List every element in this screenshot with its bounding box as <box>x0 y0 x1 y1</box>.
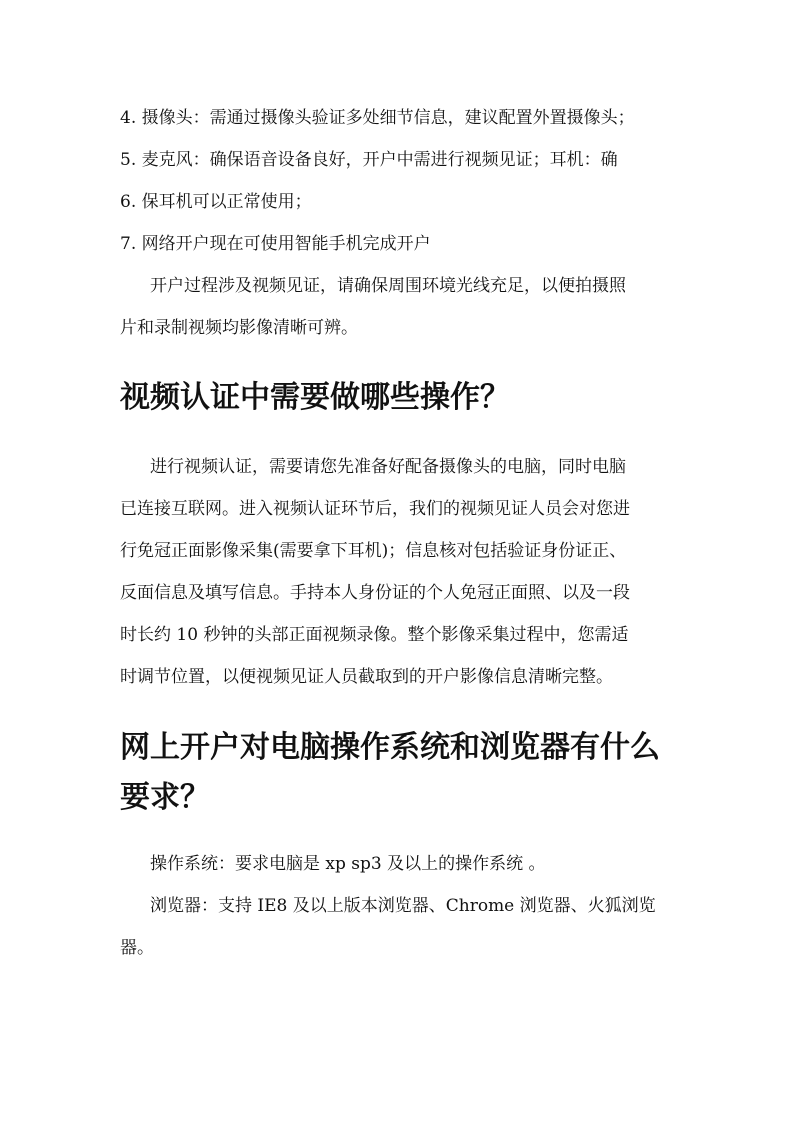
os-requirement: 操作系统：要求电脑是 xp sp3 及以上的操作系统 。 <box>150 854 546 874</box>
paragraph-line: 反面信息及填写信息。手持本人身份证的个人免冠正面照、以及一段 <box>120 583 630 603</box>
paragraph-line: 行免冠正面影像采集(需要拿下耳机)；信息核对包括验证身份证正、 <box>120 541 627 561</box>
section-heading-video-auth: 视频认证中需要做哪些操作？ <box>120 380 510 415</box>
note-line-1: 开户过程涉及视频见证，请确保周围环境光线充足，以便拍摄照 <box>150 276 626 296</box>
list-item-camera: 4. 摄像头：需通过摄像头验证多处细节信息，建议配置外置摄像头； <box>120 108 635 128</box>
section-heading-requirements-cont: 要求？ <box>120 780 210 815</box>
list-item-headphones: 6. 保耳机可以正常使用； <box>120 192 312 212</box>
list-item-mobile: 7. 网络开户现在可使用智能手机完成开户 <box>120 234 431 254</box>
list-item-microphone: 5. 麦克风：确保语音设备良好，开户中需进行视频见证；耳机：确 <box>120 150 618 170</box>
paragraph-line: 时长约 10 秒钟的头部正面视频录像。整个影像采集过程中，您需适 <box>120 625 629 645</box>
browser-requirement-line-1: 浏览器：支持 IE8 及以上版本浏览器、Chrome 浏览器、火狐浏览 <box>150 896 656 916</box>
paragraph-line: 进行视频认证，需要请您先准备好配备摄像头的电脑，同时电脑 <box>150 457 626 477</box>
paragraph-line: 已连接互联网。进入视频认证环节后，我们的视频见证人员会对您进 <box>120 499 630 519</box>
section-heading-requirements: 网上开户对电脑操作系统和浏览器有什么 <box>120 730 660 765</box>
note-line-2: 片和录制视频均影像清晰可辨。 <box>120 318 358 338</box>
browser-requirement-line-2: 器。 <box>120 938 154 958</box>
paragraph-line: 时调节位置，以便视频见证人员截取到的开户影像信息清晰完整。 <box>120 667 613 687</box>
